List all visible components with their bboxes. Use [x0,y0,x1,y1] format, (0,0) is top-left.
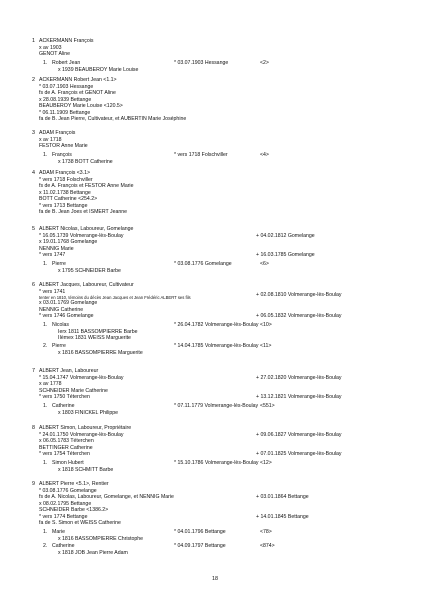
child-marriage: x 1738 BOTT Catherine [58,158,113,165]
page-number: 18 [212,576,218,582]
birth-line: * 03.07.1903 Hessange [39,83,94,90]
parents-line: fs de A. Nicolas, Laboureur, Gomelange, et NENNIG Marie [39,494,174,500]
child-marriage-1: Ierx 1811 BASSOMPIERRE Barbe [58,328,138,335]
child-birth: * 07.11.1779 Volmerange-lès-Boulay [174,403,259,409]
head-name: ALBERT Pierre <5.1>, Rentier [39,481,109,487]
entry-number: 6 [32,282,35,288]
child-birth: * 03.07.1903 Hessange [174,60,229,66]
child-marriage: x 1816 BASSOMPIERRE Christophe [58,535,144,542]
spouse-name: BETTINGER Catherine [39,444,93,451]
spouse-name: NENNIG Catherine [39,306,84,313]
birth-line: * 16.05.1739 Volmerange-lès-Boulay [39,232,124,239]
child-num: 1. [43,261,48,267]
spouse-birth: * vers 1754 Téterchen [39,451,90,457]
child-birth: * 03.08.1776 Gomelange [174,261,232,267]
child-marriage: x 1818 SCHMITT Barbe [58,466,114,473]
head-name: ADAM François <3.1> [39,170,91,176]
child-num: 1. [43,460,48,466]
child-name: Pierre [52,343,66,349]
child-ref: <78> [260,529,272,535]
child-ref: <11> [260,343,272,349]
child-name: Robert Jean [52,60,81,66]
child-marriage: x 1803 FINICKEL Philippe [58,409,119,416]
child-birth: * 14.04.1785 Volmerange-lès-Boulay [174,343,259,349]
spouse-birth: * vers 1774 Bettange [39,513,88,520]
entry-number: 7 [32,368,35,374]
parents-line: fs de A. François et FESTOR Anne Marie [39,183,134,189]
spouse-parents: fa de S. Simon et WEISS Catherine [39,520,121,526]
child-ref: <2> [260,60,269,66]
head-name: ACKERMANN François [39,38,94,44]
parents-line: fs de A. François et GENOT Aline [39,90,116,96]
spouse-name: FESTOR Anne Marie [39,143,88,149]
marriage-line: x 28.08.1939 Bettange [39,96,92,103]
child-num: 1. [43,60,48,66]
spouse-death: + 14.01.1845 Bettange [256,513,309,520]
head-name: ALBERT Nicolas, Laboureur, Gomelange [39,226,134,232]
spouse-death: + 13.12.1821 Volmerange-lès-Boulay [256,394,342,400]
child-ref: <874> [260,543,275,549]
death-line: + 09.06.1827 Volmerange-lès-Boulay [256,431,342,438]
entry-number: 1 [32,38,35,44]
child-name: Catherine [52,543,75,549]
child-num: 1. [43,152,48,158]
child-name: Simon Hubert [52,460,84,466]
marriage-line: x 08.02.1795 Bettange [39,500,92,507]
birth-line: * 15.04.1747 Volmerange-lès-Boulay [39,374,124,381]
spouse-parents: fa de B. Jean Joes et ISMERT Jeanne [39,209,128,215]
birth-line: * vers 1718 Folschviller [39,176,93,183]
death-line: + 04.02.1812 Gomelange [256,232,315,239]
birth-line: * 24.01.1750 Volmerange-lès-Boulay [39,431,124,438]
death-line: + 27.02.1820 Volmerange-lès-Boulay [256,374,342,381]
spouse-birth: * vers 1713 Bettange [39,202,88,209]
child-marriage: x 1818 JOB Jean Pierre Adam [58,549,128,556]
child-ref: <4> [260,152,269,158]
child-name: François [52,152,72,158]
marriage-line: x 19.01.1768 Gomelange [39,239,98,245]
birth-line: * 03.08.1776 Gomelange [39,487,97,494]
child-birth: * 15.10.1786 Volmerange-lès-Boulay [174,460,259,466]
marriage-line: x av 1778 [39,381,62,387]
entry-number: 3 [32,130,35,136]
spouse-birth: * vers 1750 Téterchen [39,394,90,400]
spouse-name: BOTT Catherine <254.2> [39,196,98,202]
spouse-death: + 07.01.1825 Volmerange-lès-Boulay [256,451,342,457]
child-marriage: x 1795 SCHNEIDER Barbe [58,267,121,274]
marriage-line: x av 1718 [39,136,62,143]
child-num: 1. [43,403,48,409]
death-line: + 03.01.1864 Bettange [256,494,309,500]
spouse-death: + 06.05.1832 Volmerange-lès-Boulay [256,313,342,319]
spouse-parents: fa de B. Jean Pierre, Cultivateur, et AUBERTIN Marie Joséphine [39,116,187,122]
spouse-name: NENNIG Marie [39,245,74,252]
entry-number: 5 [32,226,35,232]
spouse-name: GENOT Aline [39,51,71,57]
child-ref: <10> [260,322,272,328]
child-num: 1. [43,322,48,328]
child-birth: * vers 1718 Folschviller [174,152,228,158]
marriage-line: x 06.05.1783 Téterchen [39,438,94,444]
marriage-line: x 03.01.1769 Gomelange [39,300,98,306]
entry-number: 9 [32,481,35,487]
child-ref: <12> [260,460,272,466]
marriage-line: x av 1903 [39,44,62,51]
child-marriage-2: IIèmex 1831 WEISS Marguerite [58,335,131,341]
child-num: 2. [43,543,48,549]
birth-line: * vers 1741 [39,288,66,295]
note-line: tenter en 1810, témoins du décès Jean Jacques et Jean Frédéric ALBERT ses fils [39,294,191,300]
entry-number: 4 [32,170,35,176]
head-name: ALBERT Jean, Laboureur [39,368,99,374]
child-ref: <6> [260,261,269,267]
child-num: 2. [43,343,48,349]
spouse-birth: * vers 1746 Gomelange [39,313,94,319]
child-name: Marie [52,529,65,535]
head-name: ADAM François [39,130,76,136]
child-num: 1. [43,529,48,535]
child-marriage: x 1816 BASSOMPIERRE Marguerite [58,349,143,356]
spouse-birth: * vers 1747 [39,252,66,258]
spouse-death: + 16.03.1785 Gomelange [256,252,315,258]
child-birth: * 26.04.1782 Volmerange-lès-Boulay [174,322,259,328]
spouse-name: BEAUBEROY Marie Louise <120.5> [39,103,123,109]
child-name: Nicolas [52,322,70,328]
child-name: Pierre [52,261,66,267]
child-ref: <551> [260,403,275,409]
child-birth: * 04.01.1796 Bettange [174,529,226,535]
entry-number: 8 [32,425,35,431]
spouse-name: SCHNEIDER Barbe <1386.2> [39,507,109,513]
entry-number: 2 [32,77,35,83]
child-birth: * 04.09.1797 Bettange [174,543,226,549]
child-marriage: x 1939 BEAUBEROY Marie Louise [58,66,139,73]
head-name: ALBERT Simon, Laboureur, Propriétaire [39,425,132,431]
death-line: + 02.08.1810 Volmerange-lès-Boulay [256,292,342,298]
child-name: Catherine [52,403,75,409]
head-name: ALBERT Jacques, Laboureur, Cultivateur [39,282,134,288]
spouse-name: SCHNEIDER Marie Catherine [39,387,108,394]
head-name: ACKERMANN Robert Jean <1.1> [39,77,117,83]
marriage-line: x 11.02.1738 Bettange [39,189,91,196]
spouse-birth: * 06.11.1909 Bettange [39,109,91,116]
